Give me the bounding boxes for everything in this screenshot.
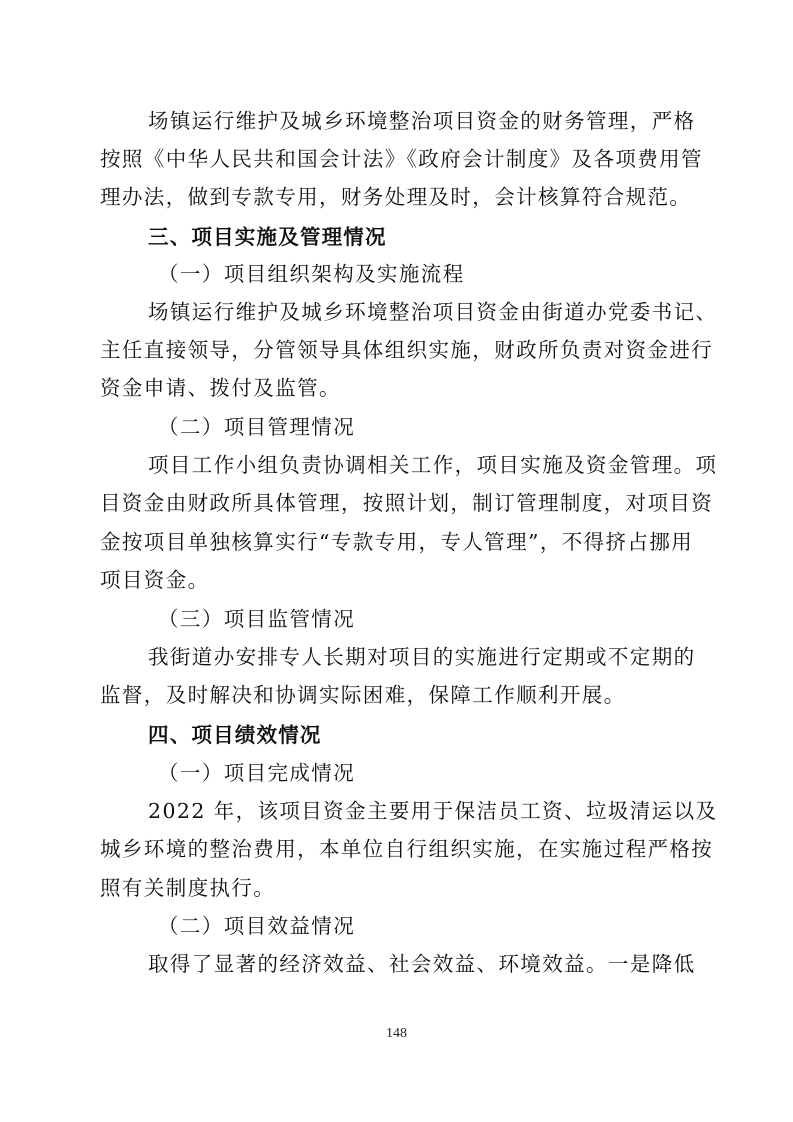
paragraph-line: 理办法，做到专款专用，财务处理及时，会计核算符合规范。 (100, 185, 692, 209)
subsection-heading: （一）项目完成情况 (158, 761, 356, 785)
paragraph-line: 城乡环境的整治费用，本单位自行组织实施，在实施过程严格按 (100, 837, 714, 861)
subsection-heading: （二）项目管理情况 (158, 415, 356, 439)
paragraph-line: 金按项目单独核算实行“专款专用，专人管理”，不得挤占挪用 (100, 530, 694, 554)
paragraph-line: 取得了显著的经济效益、社会效益、环境效益。一是降低 (148, 952, 696, 976)
paragraph-line: 主任直接领导，分管领导具体组织实施，财政所负责对资金进行 (100, 338, 714, 362)
subsection-heading: （二）项目效益情况 (158, 914, 356, 938)
paragraph-line: 项目工作小组负责协调相关工作，项目实施及资金管理。项 (148, 453, 718, 477)
paragraph-line: 2022 年，该项目资金主要用于保洁员工资、垃圾清运以及 (148, 799, 718, 823)
subsection-heading: （三）项目监管情况 (158, 607, 356, 631)
paragraph-line: 照有关制度执行。 (100, 876, 276, 900)
paragraph-line: 监督，及时解决和协调实际困难，保障工作顺利开展。 (100, 683, 626, 707)
paragraph-line: 场镇运行维护及城乡环境整治项目资金由街道办党委书记、 (148, 300, 718, 324)
paragraph-line: 场镇运行维护及城乡环境整治项目资金的财务管理，严格 (148, 109, 696, 133)
subsection-heading: （一）项目组织架构及实施流程 (158, 262, 465, 286)
paragraph-line: 我街道办安排专人长期对项目的实施进行定期或不定期的 (148, 645, 696, 669)
paragraph-line: 资金申请、拨付及监管。 (100, 376, 341, 400)
section-heading: 三、项目实施及管理情况 (148, 225, 387, 249)
paragraph-line: 目资金由财政所具体管理，按照计划，制订管理制度，对项目资 (100, 491, 714, 515)
section-heading: 四、项目绩效情况 (148, 723, 322, 747)
paragraph-line: 项目资金。 (100, 568, 210, 592)
page-number: 148 (386, 1026, 407, 1041)
paragraph-line: 按照《中华人民共和国会计法》《政府会计制度》及各项费用管 (100, 147, 703, 171)
